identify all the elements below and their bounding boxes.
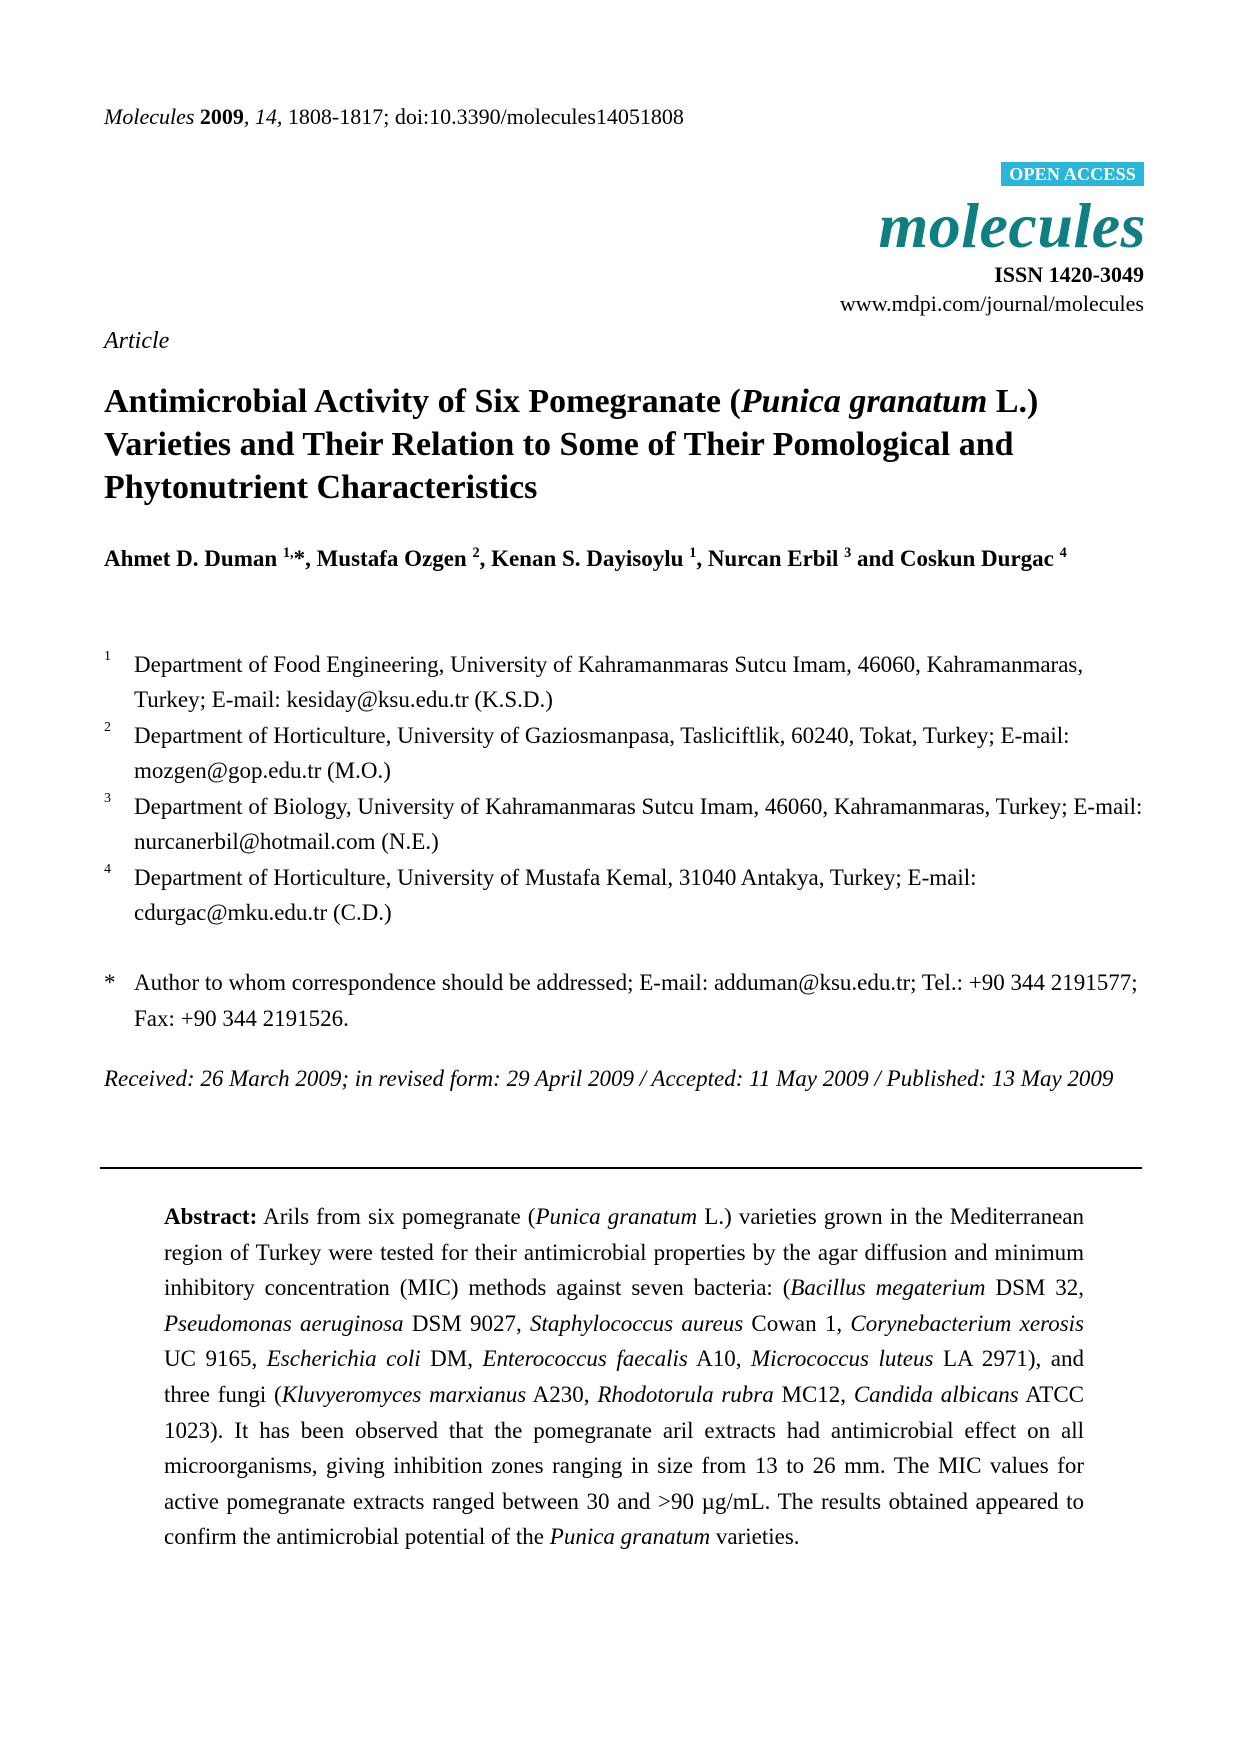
abstract-text: DSM 32,	[985, 1275, 1084, 1301]
abstract-text: DSM 9027,	[403, 1310, 531, 1336]
title-species: Punica granatum	[740, 383, 988, 420]
abstract-text: UC 9165,	[164, 1346, 267, 1372]
abstract-text: MC12,	[773, 1381, 854, 1407]
species-name: Escherichia coli	[266, 1346, 421, 1372]
species-name: Punica granatum	[535, 1204, 698, 1229]
author: Ahmet D. Duman $^{1,}$*,	[104, 544, 317, 571]
affiliation-number: 1	[104, 649, 111, 664]
article-type: Article	[104, 328, 170, 354]
abstract-text: Arils from six pomegranate (	[257, 1204, 536, 1229]
species-name: Candida albicans	[853, 1381, 1019, 1407]
species-name: Staphylococcus aureus	[530, 1310, 744, 1336]
author: Mustafa Ozgen $^2$,	[316, 544, 492, 571]
section-divider	[100, 1167, 1142, 1169]
abstract-text: L.) varieties grown in the Mediterranean region of Turkey were tested for their antimicrobial properties by the agar diffusion and minimum inhibitory concentration (MIC) methods against seven bacteria: (	[164, 1204, 1084, 1301]
journal-name-italic: Molecules	[104, 104, 195, 129]
species-name: Rhodotorula rubra	[597, 1381, 774, 1407]
author-list	[104, 540, 1144, 577]
affiliation	[104, 789, 1144, 859]
species-name: Pseudomonas aeruginosa	[164, 1310, 404, 1336]
publication-dates: Received: 26 March 2009; in revised form: 29 April 2009 / Accepted: 11 May 2009 / Published: 13 May 2009	[104, 1066, 1114, 1091]
abstract-body	[164, 1204, 1084, 1549]
affiliation-text: Department of Biology, University of Kahramanmaras Sutcu Imam, 46060, Kahramanmaras, Turkey; E-mail: nurcanerbil@hotmail.com (N.E.)	[134, 794, 1143, 854]
citation-pages-doi: 1808-1817; doi:10.3390/molecules14051808	[282, 104, 684, 129]
issn: ISSN 1420-3049	[994, 262, 1144, 287]
species-name: Kluvyeromyces marxianus	[281, 1381, 527, 1407]
affiliation-number: 3	[104, 791, 111, 806]
journal-url[interactable]: www.mdpi.com/journal/molecules	[839, 291, 1144, 316]
abstract-label: Abstract:	[164, 1204, 258, 1229]
citation-year: 2009	[199, 104, 244, 129]
affiliation-text: Department of Food Engineering, University of Kahramanmaras Sutcu Imam, 46060, Kahramanmaras, Turkey; E-mail: kesiday@ksu.edu.tr (K.S.D.)	[134, 652, 1084, 712]
affiliation-text: Department of Horticulture, University of Mustafa Kemal, 31040 Antakya, Turkey; E-mail: cdurgac@mku.edu.tr (C.D.)	[134, 865, 977, 925]
abstract-text: LA 2971), and three fungi (	[164, 1346, 1084, 1407]
species-name: Enterococcus faecalis	[482, 1346, 688, 1372]
paper-title: Antimicrobial Activity of Six Pomegranate (Punica granatum L.) Varieties and Their Relation to Some of Their Pomological and Phytonutrient Characteristics	[104, 383, 1039, 506]
species-name: Micrococcus luteus	[751, 1346, 934, 1372]
author: Coskun Durgac $^4$	[899, 544, 1067, 571]
abstract-text: varieties.	[710, 1524, 800, 1550]
author: Kenan S. Dayisoylu $^1$,	[491, 544, 708, 571]
affiliation	[104, 718, 1144, 788]
affiliation-number: 2	[104, 720, 111, 735]
affiliation	[104, 860, 1144, 930]
journal-logo: molecules	[878, 190, 1146, 261]
abstract	[164, 1199, 1084, 1555]
correspondence-mark: *	[104, 970, 116, 995]
abstract-text: A10,	[687, 1346, 752, 1372]
correspondence-text: Author to whom correspondence should be addressed; E-mail: adduman@ksu.edu.tr; Tel.: +90 344 2191577; Fax: +90 344 2191526.	[134, 970, 1138, 1031]
affiliation-text: Department of Horticulture, University of Gaziosmanpasa, Tasliciftlik, 60240, Tokat, Turkey; E-mail: mozgen@gop.edu.tr (M.O.)	[134, 723, 1070, 783]
species-name: Bacillus megaterium	[790, 1275, 986, 1301]
species-name: Corynebacterium xerosis	[850, 1310, 1084, 1336]
affiliation	[104, 647, 1144, 717]
citation-line	[104, 104, 684, 130]
affiliation-number: 4	[104, 862, 111, 877]
abstract-text: Cowan 1,	[743, 1310, 851, 1336]
abstract-text: DM,	[420, 1346, 483, 1372]
abstract-text: ATCC 1023). It has been observed that the pomegranate aril extracts had antimicrobial effect on all microorganisms, giving inhibition zones ranging in size from 13 to 26 mm. The MIC values for active pomegranate extracts ranged between 30 and >90 µg/mL. The results obtained appeared to confirm the antimicrobial potential of the	[164, 1381, 1085, 1550]
correspondence	[104, 965, 1144, 1037]
species-name: Punica granatum	[549, 1524, 711, 1550]
open-access-badge: OPEN ACCESS	[1001, 162, 1144, 186]
author: Nurcan Erbil $^3$ and	[707, 544, 900, 571]
citation-volume: , 14,	[243, 104, 283, 129]
abstract-text: A230,	[526, 1381, 598, 1407]
